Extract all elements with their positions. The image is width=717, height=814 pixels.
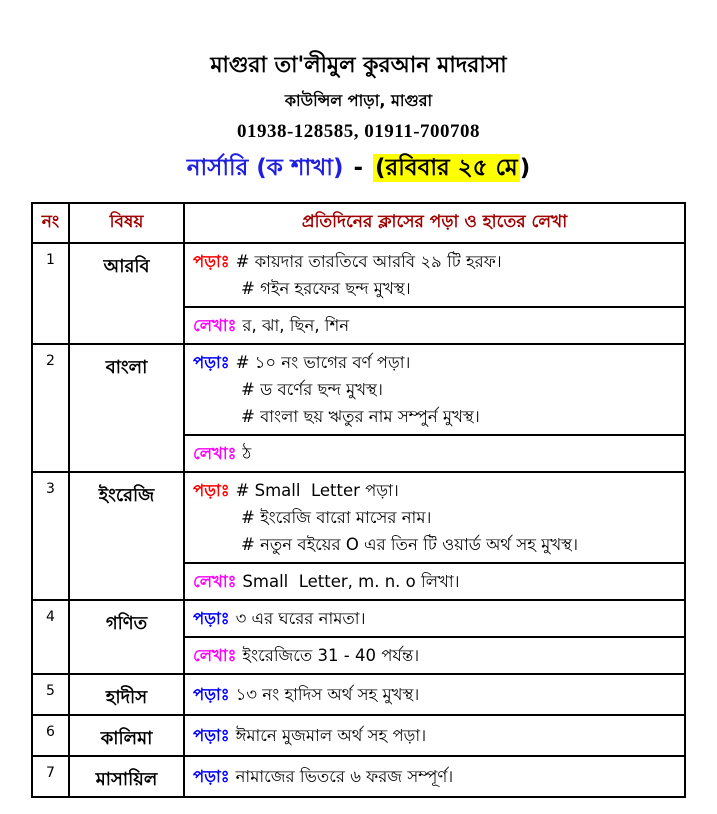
- subject-cell: বাংলা: [69, 344, 184, 472]
- lekha-text: ইংরেজিতে 31 - 40 পর্যন্ত।: [242, 645, 420, 665]
- lekha-label: লেখাঃ: [193, 315, 237, 335]
- pora-label: পড়াঃ: [193, 352, 230, 372]
- lekha-cell: [184, 307, 685, 344]
- school-address: কাউন্সিল পাড়া, মাগুরা: [284, 90, 433, 110]
- lekha-cell: [184, 563, 685, 600]
- row-number: 3: [32, 472, 69, 600]
- lekha-label: লেখাঃ: [193, 443, 237, 463]
- pora-label: পড়াঃ: [193, 766, 230, 786]
- lekha-cell: [184, 637, 685, 674]
- subject-cell: আরবি: [69, 243, 184, 344]
- pora-line: # কায়দার তারতিবে আরবি ২৯ টি হরফ।: [235, 251, 502, 271]
- pora-line: # ১০ নং ভাগের বর্ণ পড়া।: [235, 352, 411, 372]
- pora-cell: [184, 344, 685, 435]
- date-suffix: ): [519, 154, 531, 181]
- date-highlight: (রবিবার ২৫ মে: [375, 154, 518, 181]
- phone-numbers: 01938-128585, 01911-700708: [236, 120, 481, 142]
- subject-cell: মাসায়িল: [69, 756, 184, 797]
- column-header-content: প্রতিদিনের ক্লাসের পড়া ও হাতের লেখা: [184, 203, 685, 243]
- table-row: [32, 715, 685, 756]
- pora-cell: [184, 715, 685, 756]
- row-number: 7: [32, 756, 69, 797]
- row-number: 4: [32, 600, 69, 674]
- pora-line: # নতুন বইয়ের O এর তিন টি ওয়ার্ড অর্থ সহ মুখস্থ।: [241, 534, 578, 554]
- subject-cell: হাদীস: [69, 674, 184, 715]
- pora-line: নামাজের ভিতরে ৬ ফরজ সম্পূর্ণ।: [235, 766, 454, 786]
- pora-cell: [184, 756, 685, 797]
- table-row: [32, 243, 685, 307]
- table-row: [32, 756, 685, 797]
- column-header-no: নং: [32, 203, 69, 243]
- document-header: [0, 52, 717, 188]
- row-number: 5: [32, 674, 69, 715]
- pora-cell: [184, 674, 685, 715]
- pora-cell: [184, 243, 685, 307]
- class-date-line: [0, 149, 717, 188]
- table-row: [32, 600, 685, 637]
- subject-cell: কালিমা: [69, 715, 184, 756]
- row-number: 1: [32, 243, 69, 344]
- lekha-text: ঠ: [242, 443, 252, 463]
- pora-line: # বাংলা ছয় ঋতুর নাম সম্পুর্ন মুখস্থ।: [241, 406, 480, 426]
- subject-cell: গণিত: [69, 600, 184, 674]
- row-number: 6: [32, 715, 69, 756]
- pora-label: পড়াঃ: [193, 684, 230, 704]
- lekha-label: লেখাঃ: [193, 645, 237, 665]
- pora-line: # ইংরেজি বারো মাসের নাম।: [241, 507, 432, 527]
- table-header-row: [32, 203, 685, 243]
- pora-cell: [184, 600, 685, 637]
- school-name: মাগুরা তা'লীমুল কুরআন মাদরাসা: [210, 53, 507, 78]
- pora-label: পড়াঃ: [193, 251, 230, 271]
- column-header-subject: বিষয়: [69, 203, 184, 243]
- table-row: [32, 674, 685, 715]
- lekha-text: র, ঝা, ছিন, শিন: [242, 315, 350, 335]
- pora-line: ১৩ নং হাদিস অর্থ সহ মুখস্থ।: [235, 684, 420, 704]
- pora-line: ঈমানে মুজমাল অর্থ সহ পড়া।: [235, 725, 427, 745]
- pora-cell: [184, 472, 685, 563]
- table-row: [32, 472, 685, 563]
- lekha-label: লেখাঃ: [193, 571, 237, 591]
- pora-line: # Small Letter পড়া।: [235, 480, 399, 500]
- lekha-cell: [184, 435, 685, 472]
- subject-cell: ইংরেজি: [69, 472, 184, 600]
- row-number: 2: [32, 344, 69, 472]
- separator: -: [345, 154, 372, 181]
- pora-line: # গইন হরফের ছন্দ মুখস্থ।: [241, 278, 411, 298]
- pora-line: # ড বর্ণের ছন্দ মুখস্থ।: [241, 379, 383, 399]
- class-name: নার্সারি (ক শাখা): [186, 154, 344, 181]
- pora-line: ৩ এর ঘরের নামতা।: [235, 608, 366, 628]
- pora-label: পড়াঃ: [193, 725, 230, 745]
- table-row: [32, 344, 685, 435]
- lekha-text: Small Letter, m. n. o লিখা।: [242, 571, 460, 591]
- pora-label: পড়াঃ: [193, 608, 230, 628]
- lesson-table: [31, 202, 686, 798]
- pora-label: পড়াঃ: [193, 480, 230, 500]
